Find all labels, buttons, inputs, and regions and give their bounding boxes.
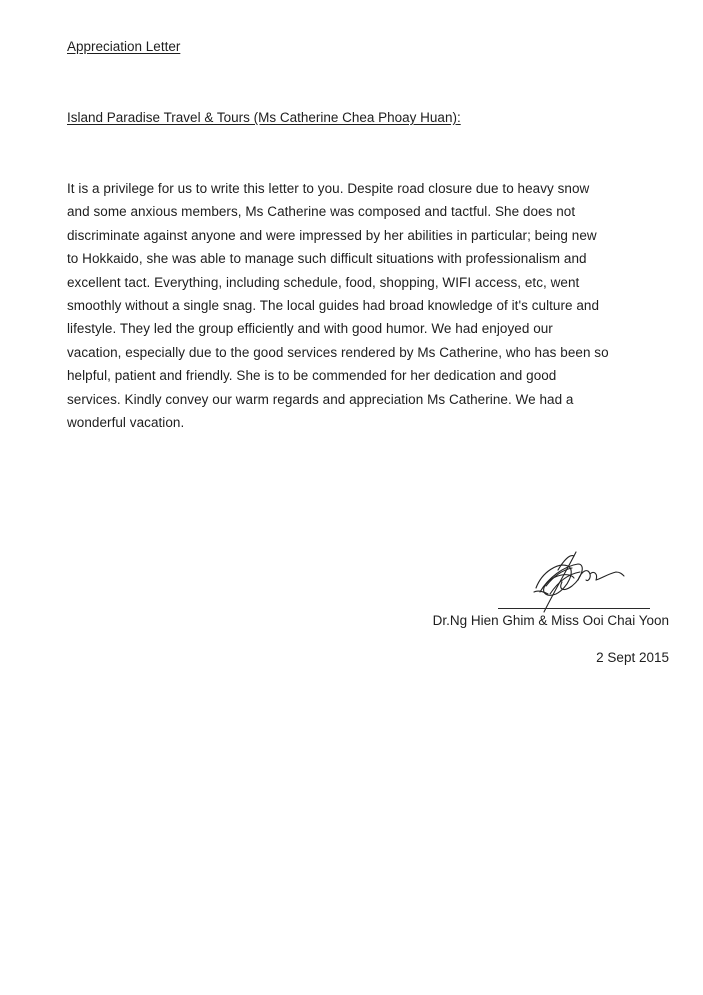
body-line: services. Kindly convey our warm regards and appreciation Ms Catherine. We had a <box>67 391 574 407</box>
body-line: wonderful vacation. <box>67 414 185 430</box>
body-line: discriminate against anyone and were impressed by her abilities in particular; being new <box>67 227 597 243</box>
body-line: to Hokkaido, she was able to manage such difficult situations with professionalism and <box>67 251 587 267</box>
letter-recipient: Island Paradise Travel & Tours (Ms Catherine Chea Phoay Huan): <box>67 110 461 125</box>
body-line: It is a privilege for us to write this letter to you. Despite road closure due to heavy snow <box>67 181 590 196</box>
signatories: Dr.Ng Hien Ghim & Miss Ooi Chai Yoon <box>432 613 669 628</box>
letter-title: Appreciation Letter <box>67 39 181 54</box>
letter-body <box>67 177 673 434</box>
body-line: smoothly without a single snag. The local guides had broad knowledge of it's culture and <box>67 297 600 313</box>
body-line: lifestyle. They led the group efficiently and with good humor. We had enjoyed our <box>67 321 553 337</box>
body-line: vacation, especially due to the good services rendered by Ms Catherine, who has been so <box>67 344 609 360</box>
signature-line <box>498 608 650 609</box>
handwritten-signature-icon <box>498 548 658 614</box>
body-line: excellent tact. Everything, including schedule, food, shopping, WIFI access, etc, went <box>67 274 580 290</box>
body-line: and some anxious members, Ms Catherine was composed and tactful. She does not <box>67 204 576 220</box>
letter-date: 2 Sept 2015 <box>596 650 669 665</box>
body-line: helpful, patient and friendly. She is to be commended for her dedication and good <box>67 368 557 384</box>
